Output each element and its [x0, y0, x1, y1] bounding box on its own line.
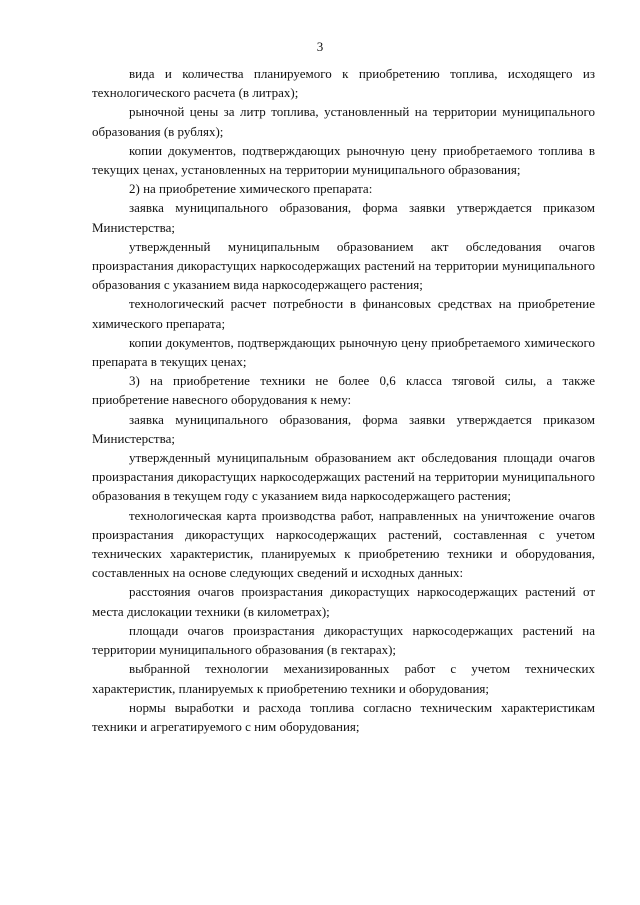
paragraph-chemical-application: заявка муниципального образования, форма заявки утверждается приказом Министерства; [92, 200, 595, 235]
body-text [92, 64, 595, 736]
paragraph-area: площади очагов произрастания дикорастущих наркосодержащих растений на территории муниципального образования (в гектарах); [92, 622, 595, 658]
paragraph-fuel-type: вида и количества планируемого к приобретению топлива, исходящего из технологического расчета (в литрах); [92, 66, 595, 101]
page-number: 3 [316, 39, 324, 54]
paragraph-technology-map: технологическая карта производства работ, направленных на уничтожение очагов произрастания дикорастущих наркосодержащих растений, составленная с учетом технических характеристик, планируемых к приобретению техники и оборудования, составленных на основе следующих сведений и исходных данных: [92, 507, 595, 581]
paragraph-technology-choice: выбранной технологии механизированных работ с учетом технических характеристик, планируемых к приобретению техники и оборудования; [92, 661, 595, 696]
paragraph-distance: расстояния очагов произрастания дикорастущих наркосодержащих растений от места дислокации техники (в километрах); [92, 584, 595, 619]
paragraph-fuel-norms: нормы выработки и расхода топлива согласно техническим характеристикам техники и агрегатируемого с ним оборудования; [92, 699, 595, 734]
paragraph-equipment-application: заявка муниципального образования, форма заявки утверждается приказом Министерства; [92, 411, 595, 446]
paragraph-chemical-documents: копии документов, подтверждающих рыночную цену приобретаемого химического препарата в текущих ценах; [92, 334, 595, 370]
paragraph-chemical-calculation: технологический расчет потребности в финансовых средствах на приобретение химического препарата; [92, 296, 595, 331]
paragraph-equipment-survey-act: утвержденный муниципальным образованием акт обследования площади очагов произрастания дикорастущих наркосодержащих растений на территории муниципального образования в текущем году с указанием вида наркосодержащего растения; [92, 450, 595, 504]
paragraph-equipment-heading: 3) на приобретение техники не более 0,6 класса тяговой силы, а также приобретение навесного оборудования к нему: [92, 373, 595, 408]
paragraph-chemical-survey-act: утвержденный муниципальным образованием акт обследования очагов произрастания дикорастущих наркосодержащих растений на территории муниципального образования с указанием вида наркосодержащего растения; [92, 238, 595, 293]
paragraph-fuel-price: рыночной цены за литр топлива, установленный на территории муниципального образования (в рублях); [92, 104, 595, 139]
paragraph-fuel-documents: копии документов, подтверждающих рыночную цену приобретаемого топлива в текущих ценах, установленных на территории муниципального образования; [92, 142, 595, 178]
paragraph-chemical-heading: 2) на приобретение химического препарата: [129, 181, 373, 197]
